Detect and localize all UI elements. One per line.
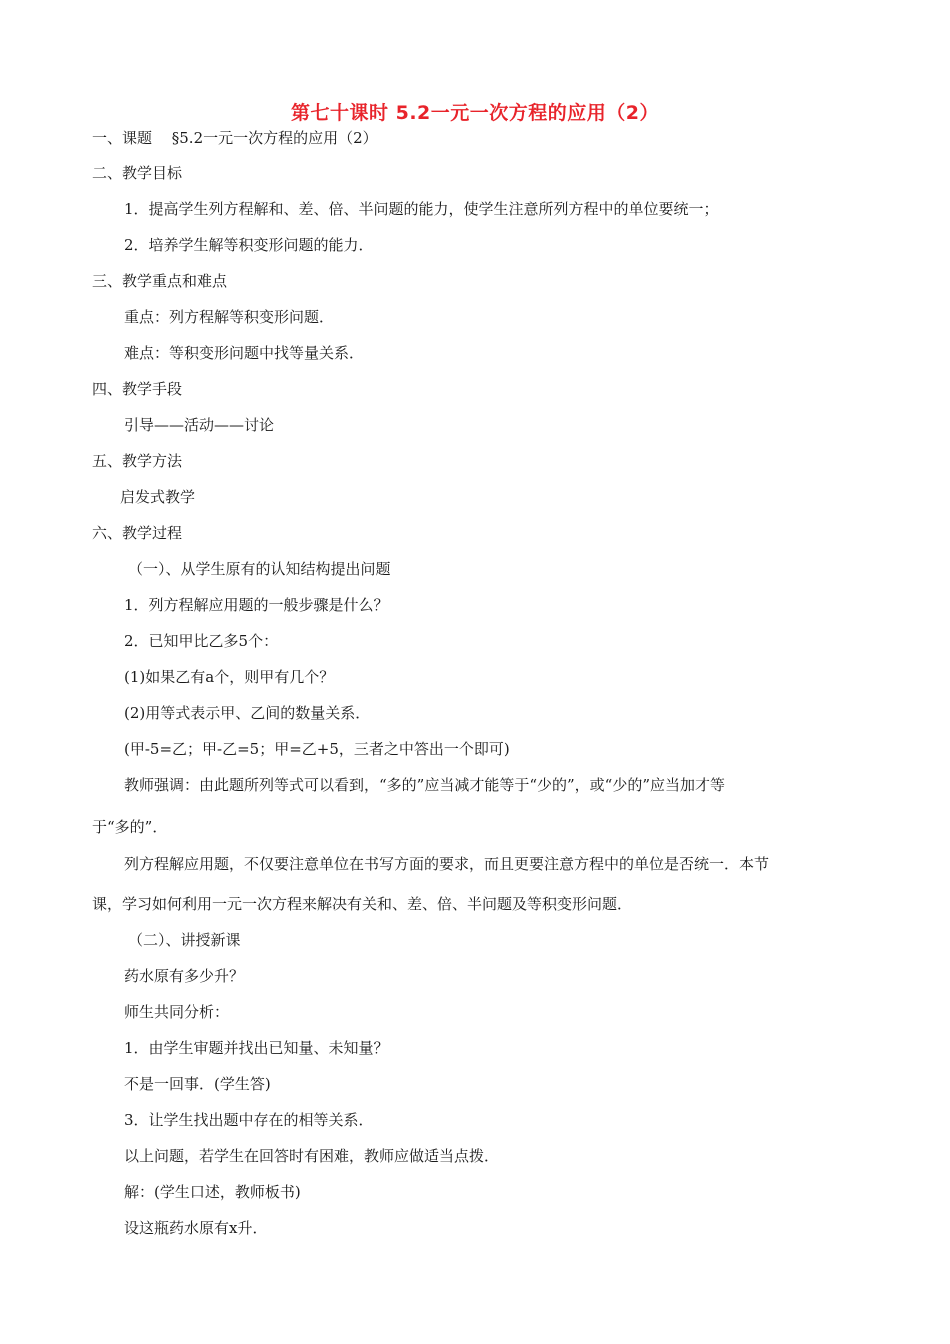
unit-note-line-1: 列方程解应用题，不仅要注意单位在书写方面的要求，而且更要注意方程中的单位是否统一．本节 <box>124 855 770 873</box>
key-point: 重点：列方程解等积变形问题． <box>124 308 335 326</box>
analysis-note: 以上问题，若学生在回答时有困难，教师应做适当点拨． <box>124 1147 500 1165</box>
medicine-question: 药水原有多少升？ <box>124 967 245 985</box>
teacher-emphasis-line-2: 于“多的”． <box>92 818 168 836</box>
question-1: 1．列方程解应用题的一般步骤是什么？ <box>124 596 389 614</box>
section-topic: 一、课题 §5.2一元一次方程的应用（2） <box>92 129 378 147</box>
section-key-points: 三、教学重点和难点 <box>92 272 228 290</box>
analysis-step-2: 不是一回事．(学生答) <box>124 1075 271 1093</box>
process-part-1: （一）、从学生原有的认知结构提出问题 <box>128 560 391 578</box>
solution-let: 设这瓶药水原有x升． <box>124 1219 268 1237</box>
teacher-emphasis-line-1: 教师强调：由此题所列等式可以看到，“多的”应当减才能等于“少的”，或“少的”应当加才等 <box>124 776 726 794</box>
question-2b: (2)用等式表示甲、乙间的数量关系． <box>124 704 371 722</box>
analysis-step-1: 1．由学生审题并找出已知量、未知量？ <box>124 1039 389 1057</box>
question-2: 2．已知甲比乙多5个： <box>124 632 279 650</box>
solution-heading: 解：(学生口述，教师板书) <box>124 1183 301 1201</box>
unit-note-line-2: 课，学习如何利用一元一次方程来解决有关和、差、倍、半问题及等积变形问题． <box>92 895 633 913</box>
teaching-method: 启发式教学 <box>120 488 196 506</box>
section-means: 四、教学手段 <box>92 380 183 398</box>
difficult-point: 难点：等积变形问题中找等量关系． <box>124 344 365 362</box>
teaching-means: 引导——活动——讨论 <box>124 416 275 434</box>
analysis-step-3: 3．让学生找出题中存在的相等关系． <box>124 1111 374 1129</box>
goal-1: 1．提高学生列方程解和、差、倍、半问题的能力，使学生注意所列方程中的单位要统一； <box>124 200 719 218</box>
section-method: 五、教学方法 <box>92 452 183 470</box>
analysis-heading: 师生共同分析： <box>124 1003 230 1021</box>
question-2c: (甲-5=乙；甲-乙=5；甲=乙+5，三者之中答出一个即可) <box>124 740 510 758</box>
section-process: 六、教学过程 <box>92 524 183 542</box>
process-part-2: （二）、讲授新课 <box>128 931 241 949</box>
goal-2: 2．培养学生解等积变形问题的能力． <box>124 236 374 254</box>
document-title: 第七十课时 5.2一元一次方程的应用（2） <box>291 102 659 124</box>
section-goals: 二、教学目标 <box>92 164 183 182</box>
question-2a: (1)如果乙有a个，则甲有几个？ <box>124 668 335 686</box>
